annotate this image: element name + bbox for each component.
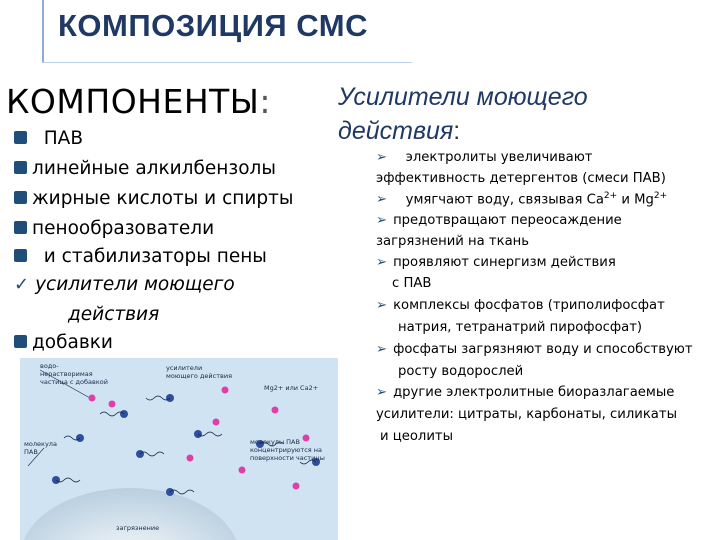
component-text: усилители моющего [35,274,235,295]
component-item-3 [14,188,294,209]
component-item-2 [14,158,276,179]
arrow-bullet-icon: ➢ [376,298,388,313]
label-dirt: загрязнение [116,524,160,532]
square-bullet-icon [14,131,27,144]
builder-line: ➢ электролиты увеличивают [376,150,593,165]
title-underline [42,62,412,63]
slide-title: КОМПОЗИЦИЯ СМС [58,8,368,43]
arrow-bullet-icon: ➢ [376,213,388,228]
component-item-5 [14,246,267,267]
builder-line: ➢ проявляют синергизм действия [376,255,616,270]
builder-line: росту водорослей [398,364,524,379]
builder-line: загрязнений на ткань [376,234,530,249]
component-item-6-cont [68,304,159,325]
component-item-7 [14,332,113,353]
square-bullet-icon [14,335,27,348]
builder-line: ➢ фосфаты загрязняют воду и способствуют [376,342,693,357]
builder-line: ➢ умягчают воду, связывая $Ca^{2+}$ и $Mg^{2+}$ [376,191,668,208]
builder-line: ➢ другие электролитные биоразлагаемые [376,385,675,400]
component-text: жирные кислоты и спирты [32,188,294,209]
component-text: пенообразователи [32,218,215,239]
component-text: ПАВ [43,128,84,149]
builders-heading-line2: действия [338,117,454,145]
component-item-4 [14,218,214,239]
dirt-surface [20,488,240,540]
square-bullet-icon [14,221,27,234]
builders-heading-line1: Усилители моющего [338,83,588,111]
square-bullet-icon [14,191,27,204]
label-builders: усилители моющего действия [166,364,232,380]
label-particle: водо- нерастворимая частица с добавкой [40,362,108,386]
builder-line: усилители: цитраты, карбонаты, силикаты [376,407,677,422]
component-text: линейные алкилбензолы [32,158,276,179]
title-accent-line [42,0,44,62]
components-heading [6,82,271,121]
arrow-bullet-icon: ➢ [376,385,388,400]
arrow-bullet-icon: ➢ [376,192,388,208]
arrow-bullet-icon: ➢ [376,255,388,270]
builder-line: ➢ комплексы фосфатов (триполифосфат [376,298,665,313]
arrow-bullet-icon: ➢ [376,342,388,357]
checkmark-icon: ✓ [14,274,30,295]
detergent-action-diagram [20,358,338,540]
builder-line: ➢ предотвращают переосаждение [376,213,622,228]
builder-line: натрия, тетранатрий пирофосфат) [398,320,643,335]
component-item-6 [14,274,235,295]
label-concentrate: молекулы ПАВ концентрируются на поверхности частицы [250,438,325,462]
components-heading-text: КОМПОНЕНТЫ [6,82,260,121]
builders-heading-colon: : [453,117,461,145]
component-item-1 [14,128,83,149]
builder-line: с ПАВ [392,276,432,291]
component-text: добавки [32,332,113,353]
components-heading-colon: : [259,82,272,121]
builder-line: эффективность детергентов (смеси ПАВ) [376,171,666,186]
square-bullet-icon [14,249,27,262]
builders-heading [338,80,588,148]
square-bullet-icon [14,161,27,174]
label-ions: Mg2+ или Ca2+ [264,384,319,392]
component-text: действия [68,304,160,325]
arrow-bullet-icon: ➢ [376,150,388,165]
builder-line: и цеолиты [380,429,454,444]
label-molecule: молекула ПАВ [24,440,57,456]
component-text: и стабилизаторы пены [43,246,267,267]
